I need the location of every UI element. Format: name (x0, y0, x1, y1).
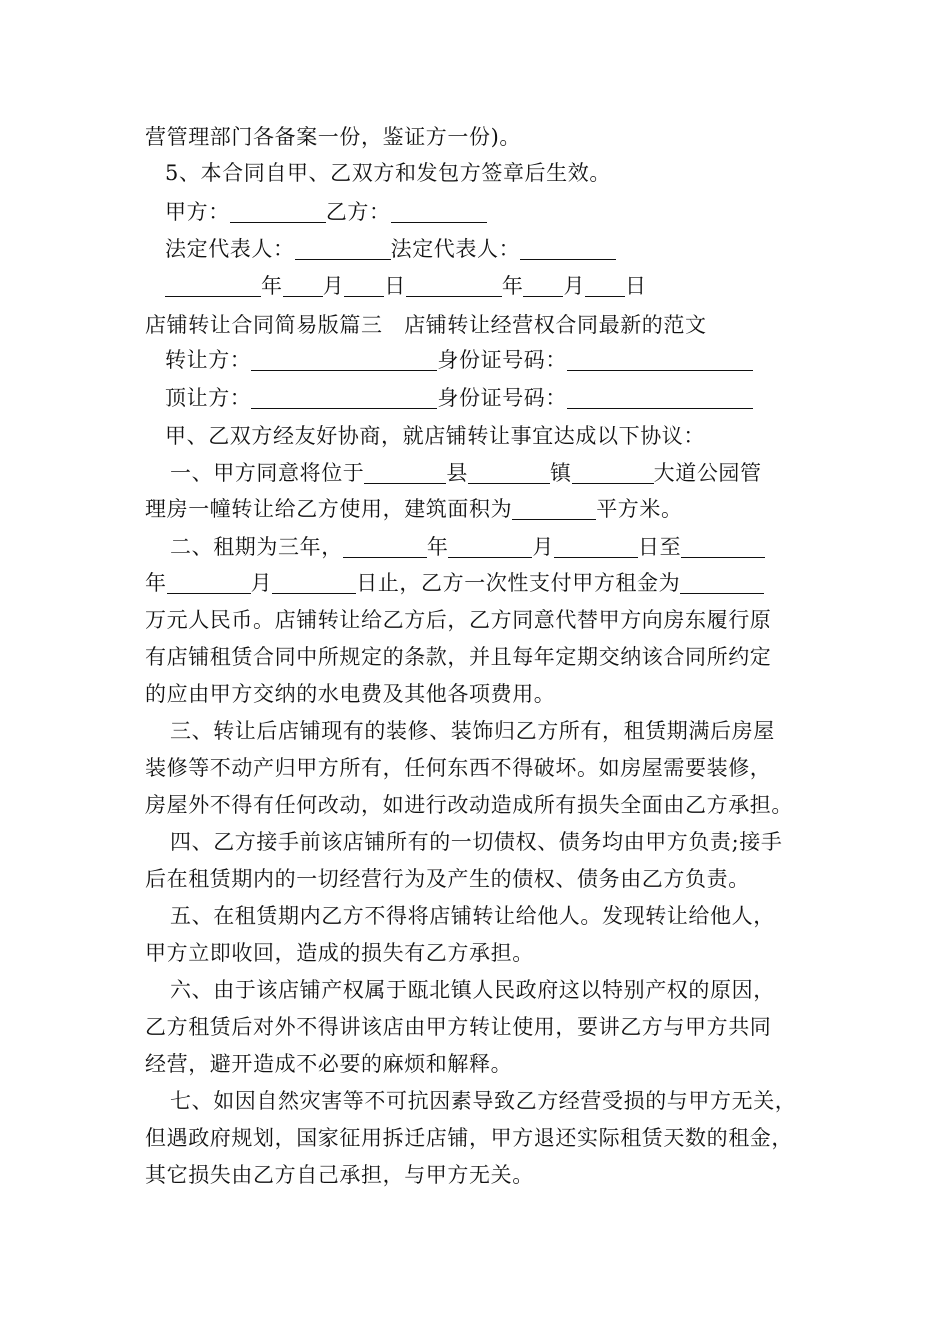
month-label: 月 (532, 535, 555, 559)
text-line (170, 975, 775, 1005)
text: 日止，乙方一次性支付甲方租金为 (356, 571, 681, 595)
text-line (170, 716, 775, 746)
id-number-label: 身份证号码： (437, 348, 568, 372)
legal-rep-line (165, 234, 616, 264)
blank-field (344, 274, 384, 297)
text: 的应由甲方交纳的水电费及其他各项费用。 (145, 682, 556, 706)
blank-field (364, 461, 446, 484)
text-line (170, 827, 782, 857)
day-label: 日 (384, 274, 406, 298)
text-line (145, 1049, 512, 1079)
clause-line (145, 494, 683, 524)
text: 二、租期为三年， (170, 535, 343, 559)
blank-field (251, 348, 437, 371)
text: 甲方立即收回，造成的损失有乙方承担。 (145, 941, 534, 965)
blank-field (523, 274, 563, 297)
year-label: 年 (145, 571, 167, 595)
month-label: 月 (563, 274, 586, 298)
id-number-label: 身份证号码： (437, 386, 568, 410)
text: 乙方租赁后对外不得讲该店由甲方转让使用，要讲乙方与甲方共同 (145, 1015, 772, 1039)
text: 但遇政府规划，国家征用拆迁店铺，甲方退还实际租赁天数的租金， (145, 1126, 793, 1150)
text-line (145, 790, 793, 820)
text-line (145, 605, 771, 635)
year-label: 年 (426, 535, 449, 559)
signature-party-line (165, 197, 487, 227)
party-b-label: 乙方： (325, 200, 391, 224)
text-line (145, 679, 555, 709)
text-line (145, 122, 521, 152)
date-line (165, 271, 647, 301)
text-line (145, 753, 771, 783)
blank-field (680, 571, 764, 594)
text-line (170, 901, 775, 931)
month-label: 月 (322, 274, 345, 298)
text-line (165, 421, 705, 451)
blank-field (167, 571, 251, 594)
text: 五、在租赁期内乙方不得将店铺转让给他人。发现转让给他人， (170, 904, 775, 928)
blank-field (230, 200, 326, 223)
text: 县 (446, 461, 469, 485)
clause-line (170, 458, 762, 488)
text: 经营，避开造成不必要的麻烦和解释。 (145, 1052, 513, 1076)
section-heading (145, 310, 707, 340)
transferee-label: 顶让方： (165, 386, 252, 410)
clause-line (170, 532, 765, 562)
party-a-label: 甲方： (165, 200, 230, 224)
blank-field (448, 535, 532, 558)
day-label: 日 (625, 274, 647, 298)
blank-field (251, 386, 437, 409)
text: 房屋外不得有任何改动，如进行改动造成所有损失全面由乙方承担。 (145, 793, 793, 817)
text-line (145, 864, 750, 894)
blank-field (272, 571, 356, 594)
blank-field (520, 237, 616, 260)
text: 万元人民币。店铺转让给乙方后，乙方同意代替甲方向房东履行原 (145, 608, 772, 632)
blank-field (567, 348, 753, 371)
blank-field (343, 535, 427, 558)
year-label: 年 (501, 274, 524, 298)
text: 平方米。 (596, 497, 683, 521)
blank-field (681, 535, 765, 558)
legal-rep-label: 法定代表人： (165, 237, 295, 261)
blank-field (295, 237, 391, 260)
text: 其它损失由乙方自己承担，与甲方无关。 (145, 1163, 534, 1187)
blank-field (283, 274, 323, 297)
blank-field (468, 461, 550, 484)
text: 有店铺租赁合同中所规定的条款，并且每年定期交纳该合同所约定 (145, 645, 772, 669)
transferee-line (165, 383, 753, 413)
month-label: 月 (250, 571, 273, 595)
text-line (145, 1012, 771, 1042)
text: 装修等不动产归甲方所有，任何东西不得破坏。如房屋需要装修， (145, 756, 772, 780)
text: 大道公园管 (653, 461, 762, 485)
text: 六、由于该店铺产权属于瓯北镇人民政府这以特别产权的原因， (170, 978, 775, 1002)
text: 日至 (638, 535, 682, 559)
heading-text: 店铺转让合同简易版篇三 店铺转让经营权合同最新的范文 (145, 313, 707, 337)
text-line (145, 938, 534, 968)
transferor-line (165, 345, 753, 375)
transferor-label: 转让方： (165, 348, 252, 372)
text: 镇 (550, 461, 572, 485)
text: 理房一幢转让给乙方使用，建筑面积为 (145, 497, 513, 521)
text: 三、转让后店铺现有的装修、装饰归乙方所有，租赁期满后房屋 (170, 719, 775, 743)
text-line (165, 158, 611, 188)
blank-field (165, 274, 261, 297)
text-line (170, 1086, 796, 1116)
blank-field (567, 386, 753, 409)
blank-field (406, 274, 502, 297)
text: 营管理部门各备案一份，鉴证方一份)。 (145, 125, 521, 149)
text-line (145, 642, 771, 672)
text: 七、如因自然灾害等不可抗因素导致乙方经营受损的与甲方无关， (170, 1089, 797, 1113)
text: 甲、乙双方经友好协商，就店铺转让事宜达成以下协议： (165, 424, 705, 448)
blank-field (391, 200, 487, 223)
clause-line (145, 568, 764, 598)
blank-field (512, 497, 596, 520)
text: 一、甲方同意将位于 (170, 461, 365, 485)
legal-rep-label: 法定代表人： (390, 237, 521, 261)
text-line (145, 1123, 793, 1153)
blank-field (554, 535, 638, 558)
text: 后在租赁期内的一切经营行为及产生的债权、债务由乙方负责。 (145, 867, 750, 891)
blank-field (572, 461, 654, 484)
text-line (145, 1160, 534, 1190)
blank-field (585, 274, 625, 297)
text: 5、本合同自甲、乙双方和发包方签章后生效。 (165, 161, 611, 185)
text: 四、乙方接手前该店铺所有的一切债权、债务均由甲方负责;接手 (170, 830, 783, 854)
year-label: 年 (261, 274, 283, 298)
